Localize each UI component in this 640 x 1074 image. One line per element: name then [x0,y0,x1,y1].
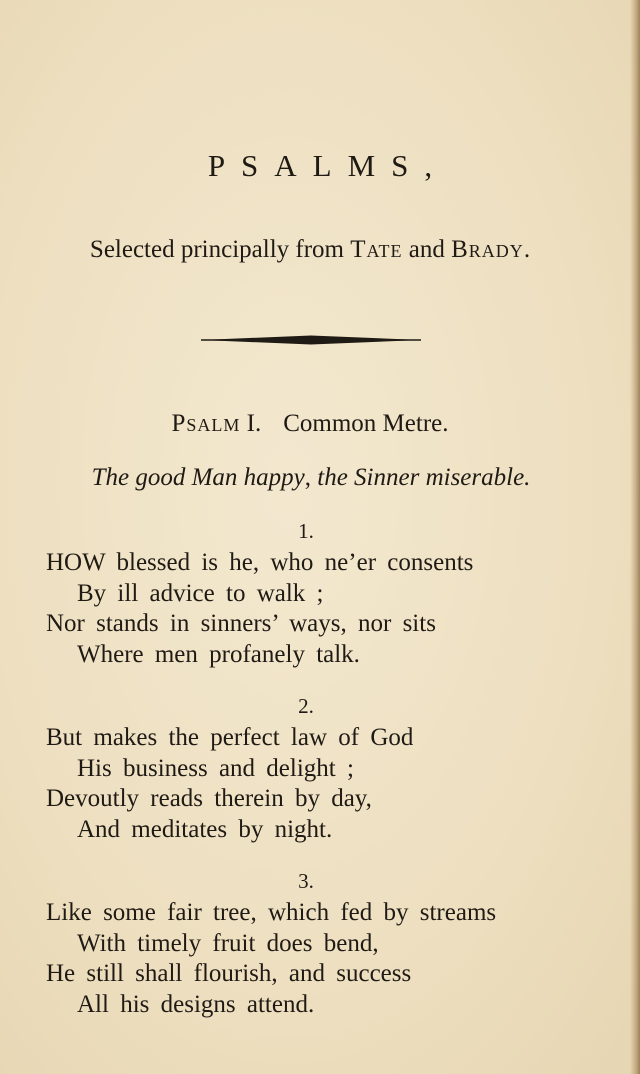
verse-line: His business and delight ; [77,754,354,782]
verse-number: 2. [298,694,314,718]
subtitle-and: and [402,236,452,263]
page-title: PSALMS, [207,148,449,183]
subtitle-end: . [523,236,531,263]
verses [46,514,586,1020]
psalm-number: I. [246,410,262,437]
verse-line: Where men profanely talk. [77,640,360,668]
verse [46,689,586,845]
verse-line: He still shall flourish, and success [46,960,412,987]
psalm-theme-part1: The good Man happy [91,464,305,491]
psalm-heading [0,410,620,438]
verse-line: And meditates by night. [77,815,333,843]
verse-line: By ill advice to walk ; [77,579,324,607]
ornamental-rule [201,333,421,347]
psalm-metre: Common Metre. [283,410,449,437]
psalm-theme-comma: , [304,464,311,491]
verse-number: 1. [298,519,314,543]
verse-line: HOW blessed is he, who ne’er consents [46,549,474,576]
verse-line: Devoutly reads therein by day, [46,785,372,812]
page-subtitle [0,236,620,264]
verse [46,514,586,670]
verse-line: Like some fair tree, which fed by streams [46,899,497,926]
verse-line: With timely fruit does bend, [77,929,379,957]
subtitle-name-tate: Tate [350,236,403,263]
verse [46,864,586,1020]
psalm-theme [0,464,622,492]
subtitle-name-brady: Brady [451,236,524,263]
psalm-theme-part2: the Sinner miserable. [311,464,531,491]
psalm-label: Psalm [171,410,241,437]
verse-line: Nor stands in sinners’ ways, nor sits [46,610,436,637]
verse-line: All his designs attend. [77,990,315,1018]
subtitle-lead: Selected principally from [89,236,351,263]
verse-line: But makes the perfect law of God [46,724,414,751]
verse-number: 3. [298,869,314,893]
